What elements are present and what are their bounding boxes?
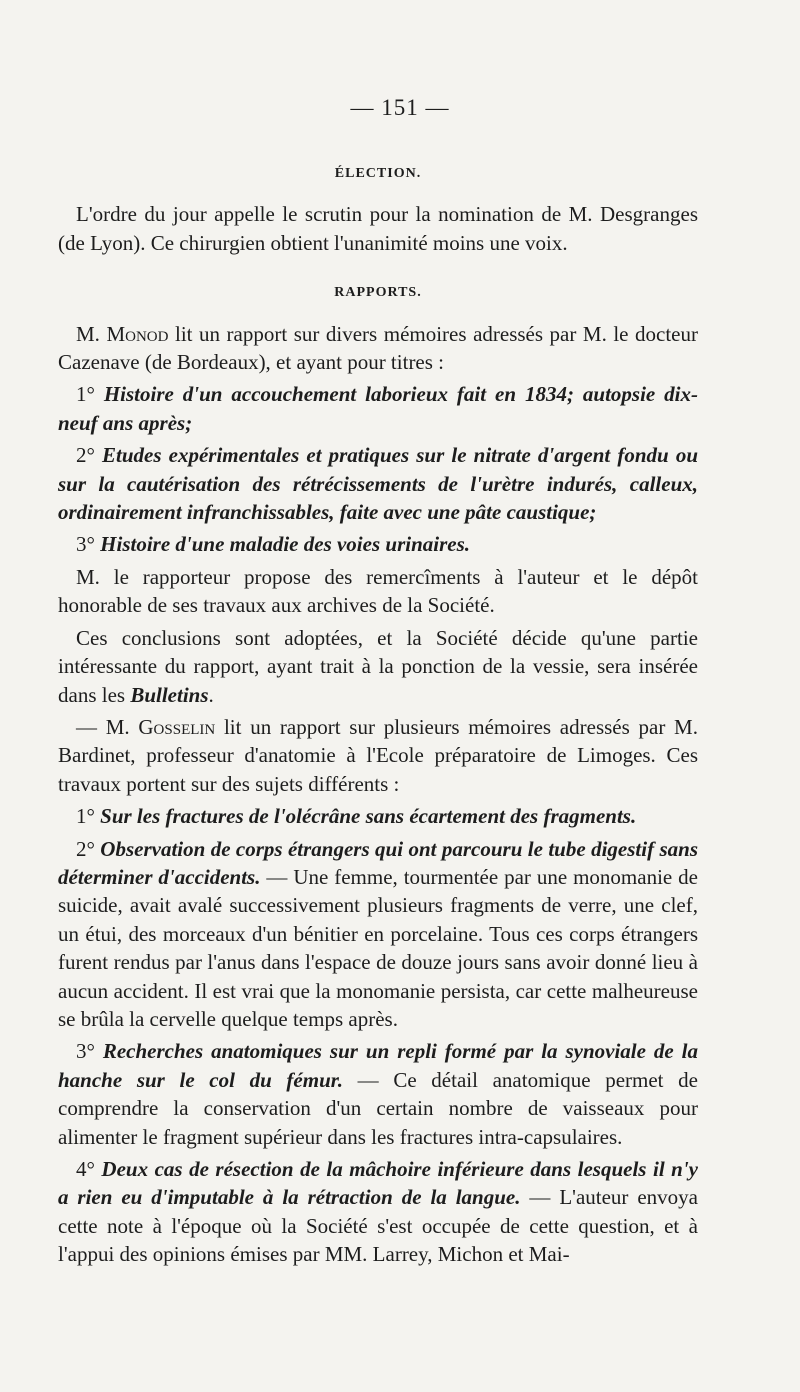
subject-item: 2° Observation de corps étrangers qui ont parcouru le tube digestif sans déterminer d'accidents. — Une femme, tourmentée par une monomanie de suicide, avait avalé successivement plusieurs fragments de verre, une clef, un étui, des morceaux d'un bénitier en porcelaine. Tous ces corps étrangers furent rendus par l'anus dans l'espace de douze jours sans avoir donné lieu à aucun accident. Il est vrai que la monomanie persista, car cette malheureuse se brûla la cervelle quelque temps après. <box>58 836 698 1031</box>
paragraph: L'ordre du jour appelle le scrutin pour la nomination de M. Desgranges (de Lyon). Ce chirurgien obtient l'unanimité moins une voix. <box>58 202 698 255</box>
subject-item: 1° Sur les fractures de l'olécrâne sans écartement des fragments. <box>76 804 637 829</box>
paragraph: — M. Gosselin lit un rapport sur plusieurs mémoires adressés par M. Bardinet, professeur d'anatomie à l'Ecole préparatoire de Limoges. Ces travaux portent sur des sujets différents : <box>58 714 698 796</box>
paragraph: M. le rapporteur propose des remercîments à l'auteur et le dépôt honorable de ses travaux aux archives de la Société. <box>58 564 698 618</box>
subject-item: 4° Deux cas de résection de la mâchoire inférieure dans lesquels il n'y a rien eu d'imputable à la rétraction de la langue. — L'auteur envoya cette note à l'époque où la Société s'est occupée de cette question, et à l'appui des opinions émises par MM. Larrey, Michon et Mai- <box>58 1157 698 1267</box>
paragraph: M. Monod lit un rapport sur divers mémoires adressés par M. le docteur Cazenave (de Bordeaux), et ayant pour titres : <box>58 321 698 375</box>
author-name: Monod <box>106 321 169 346</box>
paragraph: Ces conclusions sont adoptées, et la Société décide qu'une partie intéressante du rapport, ayant trait à la ponction de la vessie, sera insérée dans les Bulletins. <box>58 625 698 707</box>
title-item: 2° Etudes expérimentales et pratiques sur le nitrate d'argent fondu ou sur la cautérisation des rétrécissements de l'urètre indurés, calleux, ordinairement infranchissables, faite avec une pâte caustique; <box>58 443 698 525</box>
text-column <box>58 160 698 1273</box>
title-item: 1° Histoire d'un accouchement laborieux fait en 1834; autopsie dix-neuf ans après; <box>58 382 698 435</box>
subject-item: 3° Recherches anatomiques sur un repli formé par la synoviale de la hanche sur le col du fémur. — Ce détail anatomique permet de comprendre la conservation d'un certain nombre de vaisseaux pour alimenter le fragment supérieur dans les fractures intra-capsulaires. <box>58 1039 698 1149</box>
section-heading-rapports: RAPPORTS. <box>334 285 422 301</box>
section-heading-election: ÉLECTION. <box>334 166 422 181</box>
title-item: 3° Histoire d'une maladie des voies urinaires. <box>76 532 471 557</box>
page-number: — 151 — <box>350 95 450 120</box>
author-name: Gosselin <box>138 714 216 739</box>
